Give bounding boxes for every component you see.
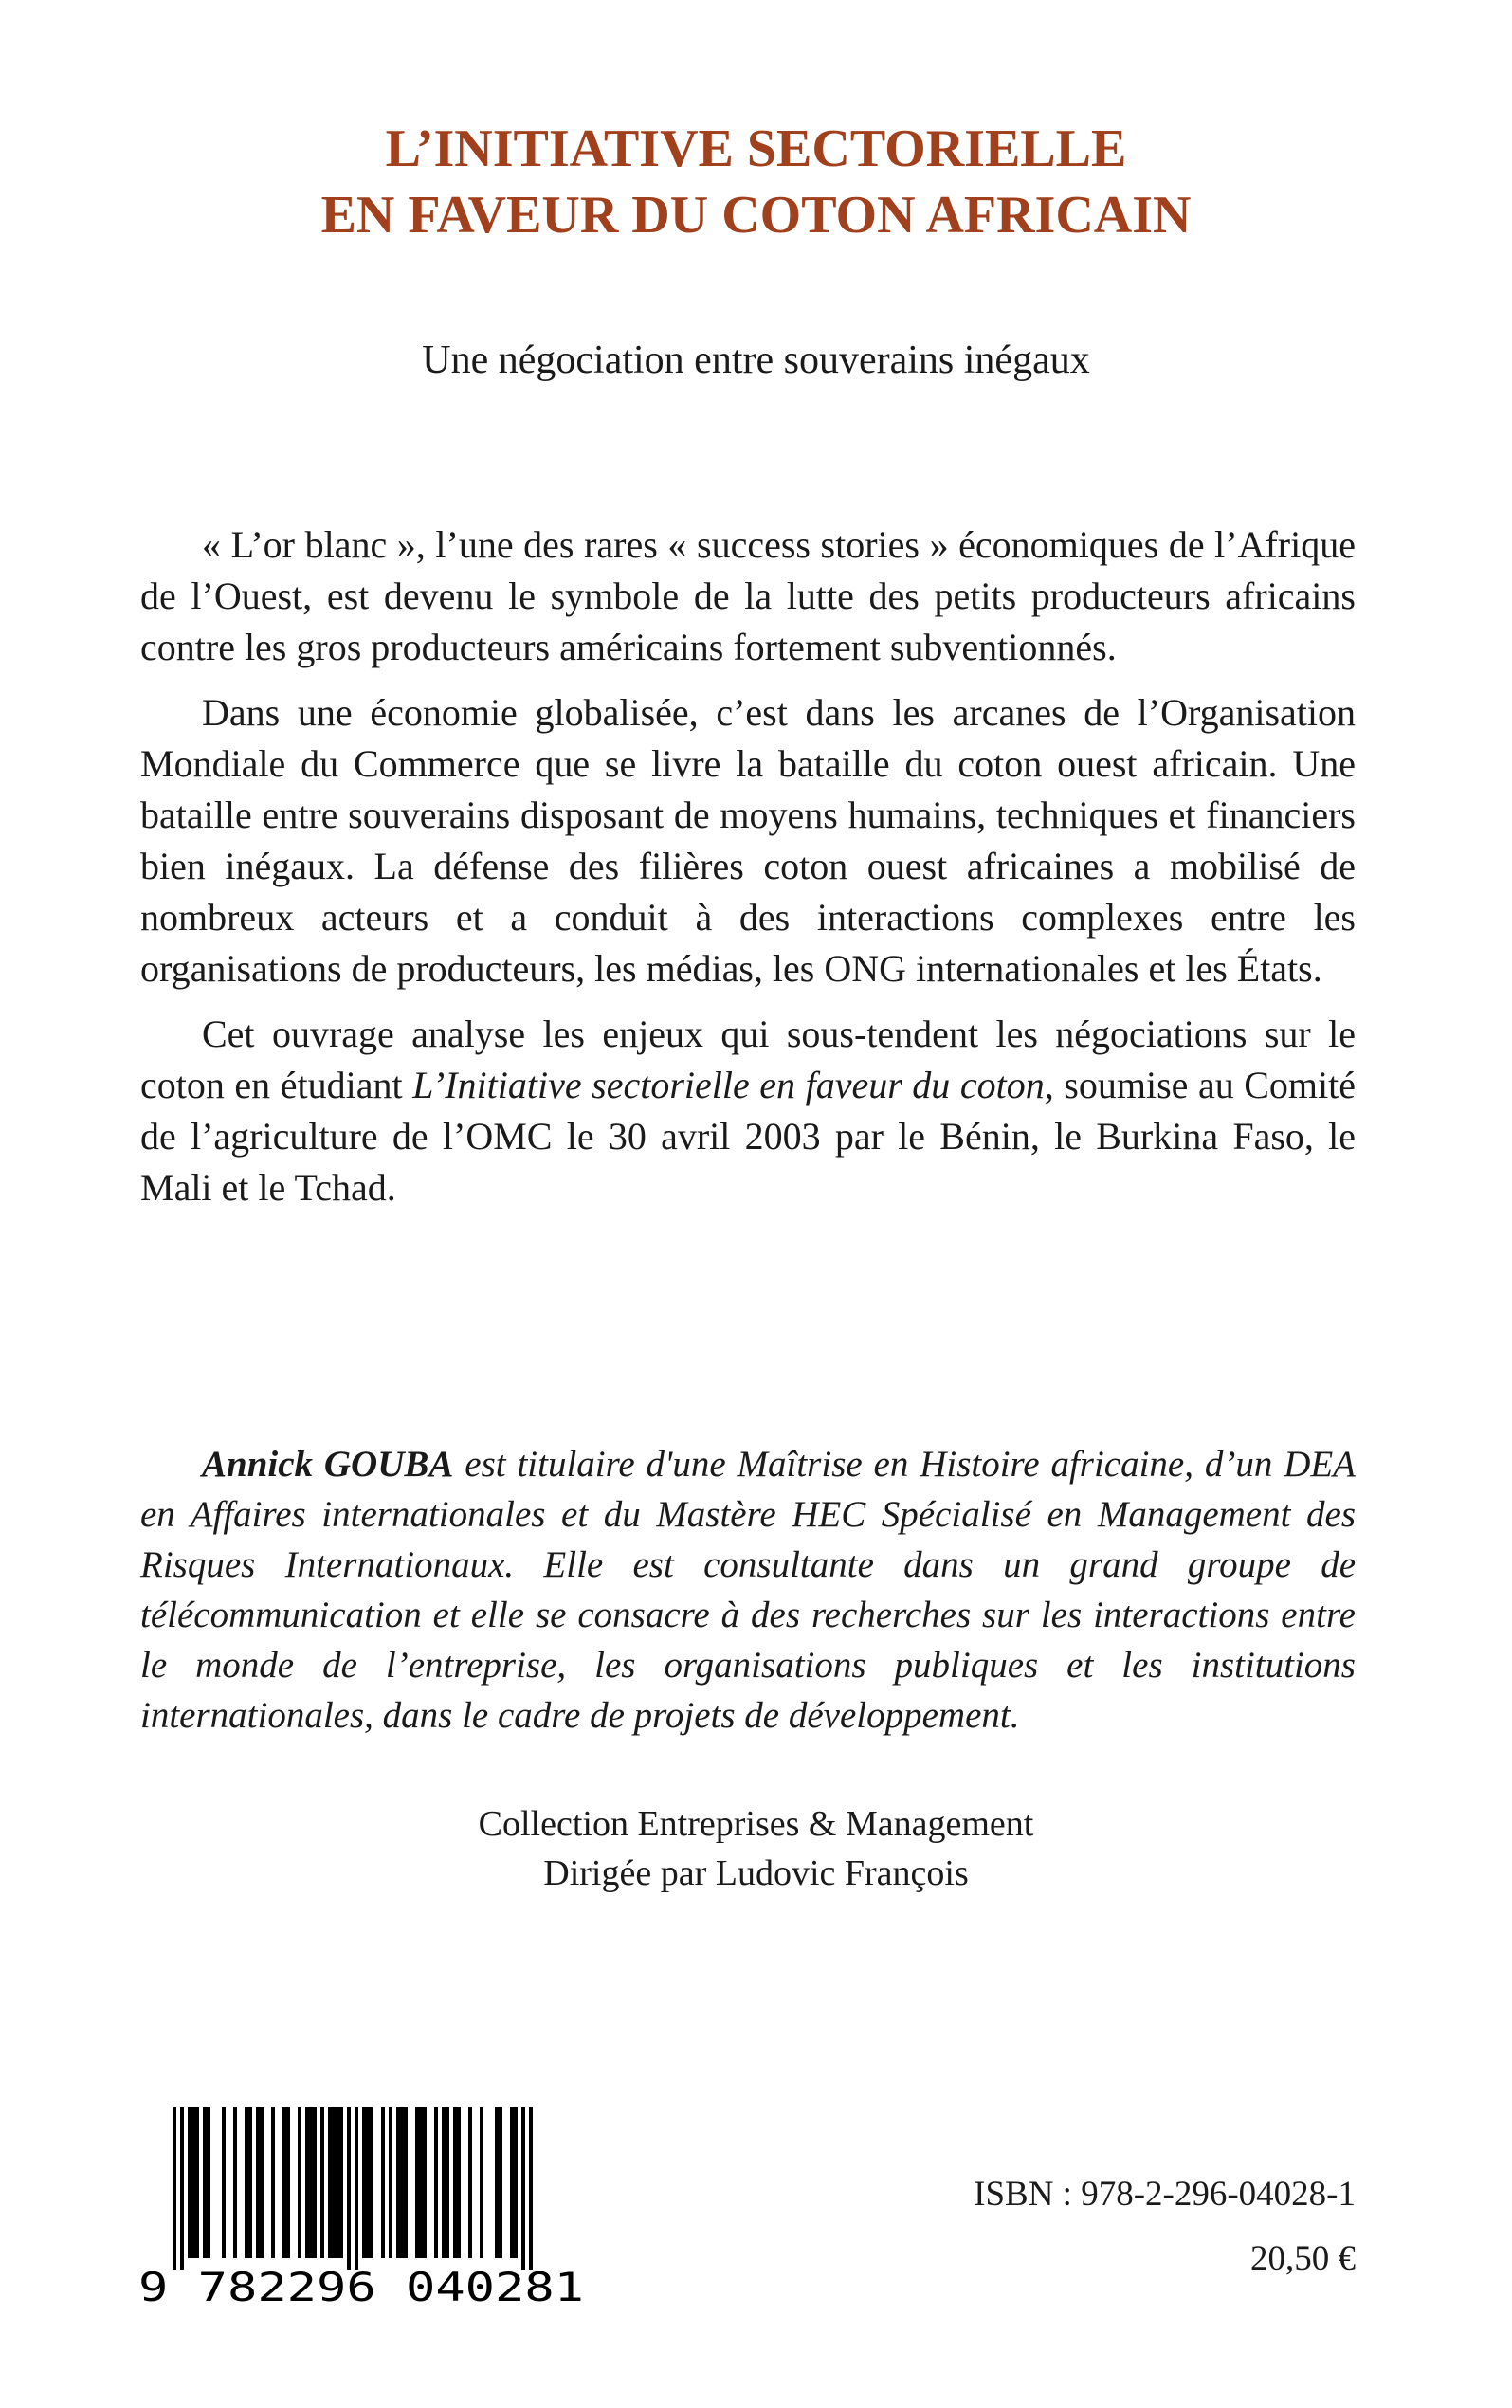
- isbn-number: ISBN : 978-2-296-04028-1: [974, 2175, 1356, 2214]
- barcode-bar: [495, 2107, 499, 2258]
- barcode-bar: [499, 2107, 502, 2258]
- barcode-bar: [510, 2107, 514, 2258]
- barcode-bar: [381, 2107, 385, 2258]
- barcode-bar: [419, 2107, 423, 2258]
- book-subtitle: Une négociation entre souverains inégaux: [422, 338, 1090, 382]
- author-name: Annick GOUBA: [202, 1444, 454, 1485]
- barcode-bar: [245, 2107, 248, 2258]
- barcode-bar: [173, 2107, 176, 2270]
- barcode-bar: [195, 2107, 199, 2258]
- book-title-line-2: EN FAVEUR DU COTON AFRICAIN: [320, 186, 1192, 245]
- barcode-bar: [286, 2107, 290, 2258]
- barcode-bar: [207, 2107, 210, 2258]
- blurb-paragraph-3-text-b: , soumise au Comité de l’agriculture de l’OMC le 30 avril 2003 par le Bénin, le Burkina Faso, le Mali et le Tchad.: [140, 1064, 1357, 1209]
- barcode-bar: [233, 2107, 237, 2258]
- barcode-bar: [320, 2107, 324, 2258]
- barcode-bar: [203, 2107, 207, 2258]
- barcode-bar: [370, 2107, 373, 2258]
- barcode-bar: [271, 2107, 275, 2258]
- barcode-bar: [191, 2107, 195, 2258]
- barcode-bar: [180, 2107, 184, 2270]
- barcode-bar: [389, 2107, 392, 2258]
- back-cover-blurb: [140, 520, 1356, 1228]
- barcode-bar: [442, 2107, 446, 2258]
- author-bio: [140, 1439, 1356, 1741]
- barcode-bar: [298, 2107, 301, 2258]
- barcode-bar: [332, 2107, 336, 2258]
- barcode-bar: [423, 2107, 427, 2258]
- barcode-bar: [256, 2107, 260, 2258]
- barcode-bar: [282, 2107, 286, 2258]
- barcode-bar: [188, 2107, 191, 2258]
- barcode-bar: [366, 2107, 370, 2258]
- barcode-bar: [529, 2107, 533, 2270]
- book-price: 20,50 €: [1250, 2239, 1356, 2278]
- barcode-bar: [309, 2107, 313, 2258]
- barcode-bar: [336, 2107, 339, 2258]
- blurb-paragraph-3-italic-title: L’Initiative sectorielle en faveur du coton: [412, 1064, 1045, 1106]
- barcode-bar: [339, 2107, 343, 2258]
- author-bio-text: est titulaire d'une Maîtrise en Histoire africaine, d’un DEA en Affaires internationales et du Mastère HEC Spécialisé en Management des Risques Internationaux. Elle est consultante dans un grand groupe de télécommunication et elle se consacre à des recherches sur les interactions entre le monde de l’entreprise, les organisations publiques et les institutions internationales, dans le cadre de projets de développement.: [140, 1444, 1356, 1736]
- blurb-paragraph-2: Dans une économie globalisée, c’est dans les arcanes de l’Organisation Mondiale du Commerce que se livre la bataille du coton ouest africain. Une bataille entre souverains disposant de moyens humains, techniques et financiers bien inégaux. La défense des filières coton ouest africaines a mobilisé de nombreux acteurs et a conduit à des interactions complexes entre les organisations de producteurs, les médias, les ONG internationales et les États.: [140, 691, 1356, 990]
- barcode-bar: [305, 2107, 309, 2258]
- barcode-bar: [248, 2107, 252, 2258]
- barcode-bar: [415, 2107, 419, 2258]
- barcode-bar: [400, 2107, 404, 2258]
- barcode-bar: [222, 2107, 226, 2258]
- collection-info: [0, 1799, 1512, 1898]
- collection-name: Collection Entreprises & Management: [478, 1804, 1034, 1844]
- barcode-bar: [446, 2107, 449, 2258]
- book-title-line-1: L’INITIATIVE SECTORIELLE: [385, 119, 1127, 178]
- isbn-barcode: [135, 2107, 588, 2309]
- blurb-paragraph-3-text-a: Cet ouvrage analyse les enjeux qui sous-tendent les négociations sur le coton en étudiant: [140, 1012, 1356, 1106]
- book-title: [0, 116, 1512, 248]
- barcode-bar: [260, 2107, 264, 2258]
- barcode-bar: [434, 2107, 438, 2258]
- blurb-paragraph-1: « L’or blanc », l’une des rares « success stories » économiques de l’Afrique de l’Ouest, est devenu le symbole de la lutte des petits producteurs africains contre les gros producteurs américains fortement subventionnés.: [140, 523, 1356, 668]
- barcode-digits: 9 782296 040281: [138, 2264, 584, 2309]
- barcode-bar: [514, 2107, 518, 2258]
- barcode-bar: [396, 2107, 400, 2258]
- barcode-bar: [457, 2107, 461, 2258]
- collection-director: Dirigée par Ludovic François: [543, 1853, 969, 1893]
- barcode-bar: [347, 2107, 351, 2270]
- barcode-bar: [328, 2107, 332, 2258]
- barcode-bar: [521, 2107, 525, 2270]
- barcode-bars: [173, 2107, 533, 2270]
- barcode-bar: [355, 2107, 358, 2270]
- barcode-bar: [480, 2107, 483, 2258]
- barcode-bar: [468, 2107, 472, 2258]
- blurb-paragraph-3: [140, 1009, 1356, 1213]
- barcode-bar: [313, 2107, 317, 2258]
- barcode-bar: [404, 2107, 408, 2258]
- barcode-bar: [453, 2107, 457, 2258]
- barcode-bar: [362, 2107, 366, 2258]
